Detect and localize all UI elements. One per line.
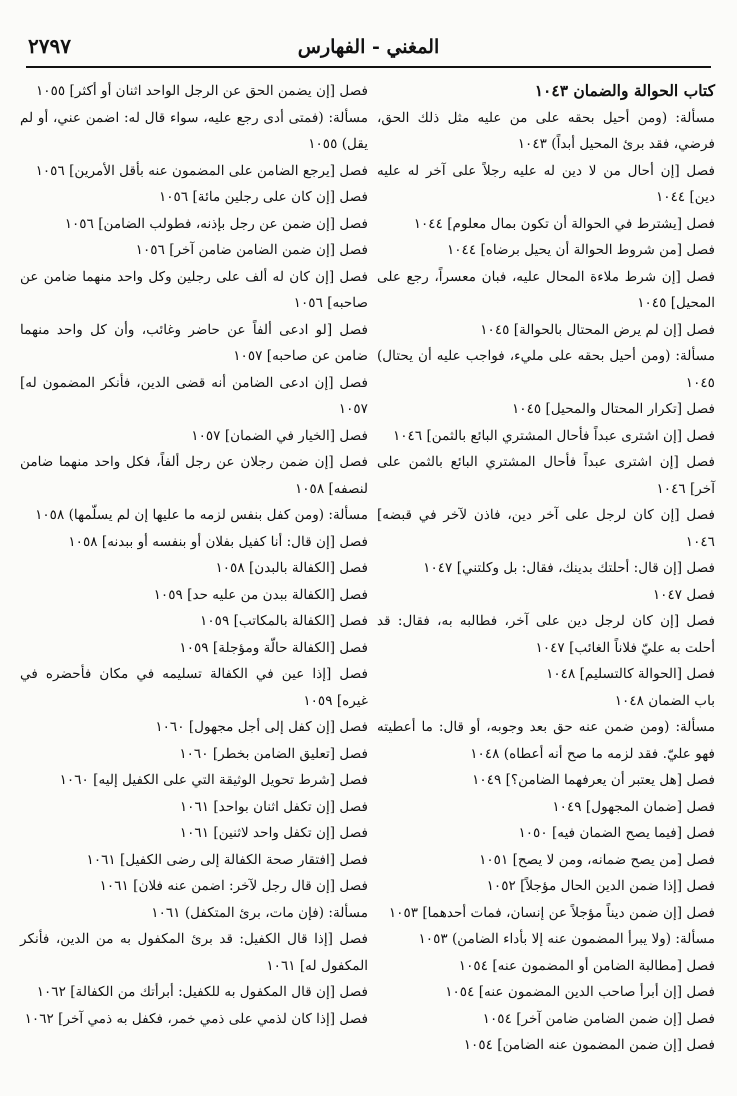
- index-entry: فصل [إن أبرأ صاحب الدين المضمون عنه] ١٠٥٤: [445, 984, 715, 1000]
- index-entry: فصل [إن ضمن الضامن ضامن آخر] ١٠٥٦: [135, 242, 368, 258]
- index-entry: فصل ١٠٤٧: [652, 586, 715, 603]
- index-entry: مسألة: (ولا يبرأ المضمون عنه إلا بأداء الضامن) ١٠٥٣: [418, 931, 715, 947]
- index-entry: فصل [إن قال: أحلتك بدينك، فقال: بل وكلتني] ١٠٤٧: [423, 560, 715, 576]
- index-entry: فصل [إذا عين في الكفالة تسليمه في مكان فأحضره في غيره] ١٠٥٩: [20, 666, 368, 709]
- index-entry: فصل [إذا ضمن الدين الحال مؤجلاً] ١٠٥٢: [486, 878, 715, 894]
- index-entry: فصل [إن كان له ألف على رجلين وكل واحد منهما ضامن عن صاحبه] ١٠٥٦: [20, 268, 368, 311]
- index-entry: فصل [من شروط الحوالة أن يحيل برضاه] ١٠٤٤: [446, 242, 715, 258]
- index-entry: فصل [الكفالة بالبدن] ١٠٥٨: [215, 560, 368, 576]
- index-entry: فصل [الكفالة بالمكاتب] ١٠٥٩: [200, 613, 368, 629]
- index-entry: باب الضمان ١٠٤٨: [614, 692, 715, 709]
- index-entry: فصل [هل يعتبر أن يعرفهما الضامن؟] ١٠٤٩: [472, 772, 715, 788]
- index-entry: فصل [إن كان لرجل دين على آخر، فطالبه به، فقال: قد أحلت به عليّ فلاناً الغائب] ١٠٤٧: [377, 613, 716, 656]
- index-entry: فصل [إن ادعى الضامن أنه قضى الدين، فأنكر المضمون له] ١٠٥٧: [20, 374, 368, 417]
- chapter-heading: كتاب الحوالة والضمان ١٠٤٣: [534, 81, 715, 100]
- index-entry: فصل [إن كان لرجل على آخر دين، فاذن لآخر في قبضه] ١٠٤٦: [377, 507, 715, 550]
- index-entry: فصل [إن أحال من لا دين له عليه رجلاً على آخر له عليه دين] ١٠٤٤: [377, 162, 715, 205]
- index-entry: فصل [إن ضمن رجلان عن رجل ألفاً، فكل واحد منهما ضامن لنصفه] ١٠٥٨: [20, 454, 368, 497]
- index-column-right: [377, 78, 715, 1059]
- index-entry: فصل [مطالبة الضامن أو المضمون عنه] ١٠٥٤: [458, 957, 715, 974]
- index-entry: مسألة: (ومن أحيل بحقه على مليء، فواجب عليه أن يحتال) ١٠٤٥: [377, 348, 715, 391]
- index-entry: مسألة: (فإن مات، برئ المتكفل) ١٠٦١: [151, 904, 368, 921]
- index-entry: فصل [الكفالة ببدن من عليه حد] ١٠٥٩: [153, 586, 368, 603]
- index-entry: فصل [إن كان على رجلين مائة] ١٠٥٦: [158, 189, 368, 205]
- index-entry: فصل [يشترط في الحوالة أن تكون بمال معلوم] ١٠٤٤: [413, 215, 715, 232]
- index-entry: فصل [افتقار صحة الكفالة إلى رضى الكفيل] ١٠٦١: [86, 851, 368, 868]
- index-entry: فصل [لو ادعى ألفاً عن حاضر وغائب، وأن كل واحد منهما ضامن عن صاحبه] ١٠٥٧: [20, 321, 368, 364]
- index-entry: فصل [إن تكفل واحد لاثنين] ١٠٦١: [179, 825, 368, 841]
- index-entry: فصل [ضمان المجهول] ١٠٤٩: [552, 798, 715, 815]
- index-entry: مسألة: (ومن ضمن عنه حق بعد وجوبه، أو قال: ما أعطيته فهو عليّ. فقد لزمه ما صح أنه أعطاه) ١٠٤٨: [377, 719, 715, 762]
- index-entry: فصل [إن كفل إلى أجل مجهول] ١٠٦٠: [155, 719, 368, 735]
- index-entry: فصل [إن قال رجل لآخر: اضمن عنه فلان] ١٠٦١: [99, 878, 368, 894]
- index-entry: فصل [إذا قال الكفيل: قد برئ المكفول به من الدين، فأنكر المكفول له] ١٠٦١: [20, 931, 368, 974]
- index-entry: فصل [إذا كان لذمي على ذمي خمر، فكفل به ذمي آخر] ١٠٦٢: [24, 1010, 368, 1027]
- index-entry: فصل [تكرار المحتال والمحيل] ١٠٤٥: [511, 401, 715, 417]
- index-entry: فصل [إن اشترى عبداً فأحال المشتري البائع بالثمن على آخر] ١٠٤٦: [377, 454, 715, 497]
- index-entry: فصل [إن اشترى عبداً فأحال المشتري البائع بالثمن] ١٠٤٦: [392, 427, 715, 444]
- index-entry: مسألة: (ومن كفل بنفس لزمه ما عليها إن لم يسلّمها) ١٠٥٨: [35, 507, 368, 523]
- index-entry: فصل [شرط تحويل الوثيقة التي على الكفيل إليه] ١٠٦٠: [59, 772, 368, 788]
- index-entry: فصل [إن يضمن الحق عن الرجل الواحد اثنان أو أكثر] ١٠٥٥: [36, 83, 368, 99]
- index-column-left: [20, 78, 368, 1032]
- index-entry: مسألة: (فمتى أدى رجع عليه، سواء قال له: اضمن عني، أو لم يقل) ١٠٥٥: [20, 109, 368, 152]
- index-entry: فصل [الحوالة كالتسليم] ١٠٤٨: [546, 666, 715, 682]
- index-entry: فصل [يرجع الضامن على المضمون عنه بأقل الأمرين] ١٠٥٦: [35, 162, 368, 179]
- index-entry: فصل [إن ضمن ديناً مؤجلاً عن إنسان، فمات أحدهما] ١٠٥٣: [388, 904, 715, 921]
- index-entry: فصل [إن ضمن الضامن ضامن آخر] ١٠٥٤: [482, 1010, 715, 1027]
- index-entry: فصل [تعليق الضامن بخطر] ١٠٦٠: [179, 745, 368, 762]
- index-entry: فصل [الكفالة حالّة ومؤجلة] ١٠٥٩: [179, 639, 368, 656]
- index-entry: فصل [إن شرط ملاءة المحال عليه، فبان معسراً، رجع على المحيل] ١٠٤٥: [377, 268, 715, 311]
- running-title: المغني - الفهارس: [297, 36, 440, 58]
- index-entry: فصل [إن ضمن المضمون عنه الضامن] ١٠٥٤: [463, 1037, 715, 1053]
- index-entry: فصل [فيما يصح الضمان فيه] ١٠٥٠: [518, 825, 715, 841]
- index-entry: فصل [الخيار في الضمان] ١٠٥٧: [191, 427, 368, 444]
- index-entry: فصل [من يصح ضمانه، ومن لا يصح] ١٠٥١: [479, 851, 715, 868]
- page-number: ٢٧٩٧: [28, 34, 71, 58]
- index-entry: مسألة: (ومن أحيل بحقه على من عليه مثل ذلك الحق، فرضي، فقد برئ المحيل أبداً) ١٠٤٣: [377, 109, 715, 152]
- index-entry: فصل [إن تكفل اثنان بواحد] ١٠٦١: [179, 798, 368, 815]
- index-entry: فصل [إن قال المكفول به للكفيل: أبرأتك من الكفالة] ١٠٦٢: [36, 984, 368, 1000]
- index-entry: فصل [إن لم يرض المحتال بالحوالة] ١٠٤٥: [480, 321, 715, 338]
- page-header: [26, 30, 711, 68]
- index-entry: فصل [إن ضمن عن رجل بإذنه، فطولب الضامن] ١٠٥٦: [64, 215, 368, 232]
- index-entry: فصل [إن قال: أنا كفيل بفلان أو بنفسه أو ببدنه] ١٠٥٨: [68, 533, 368, 550]
